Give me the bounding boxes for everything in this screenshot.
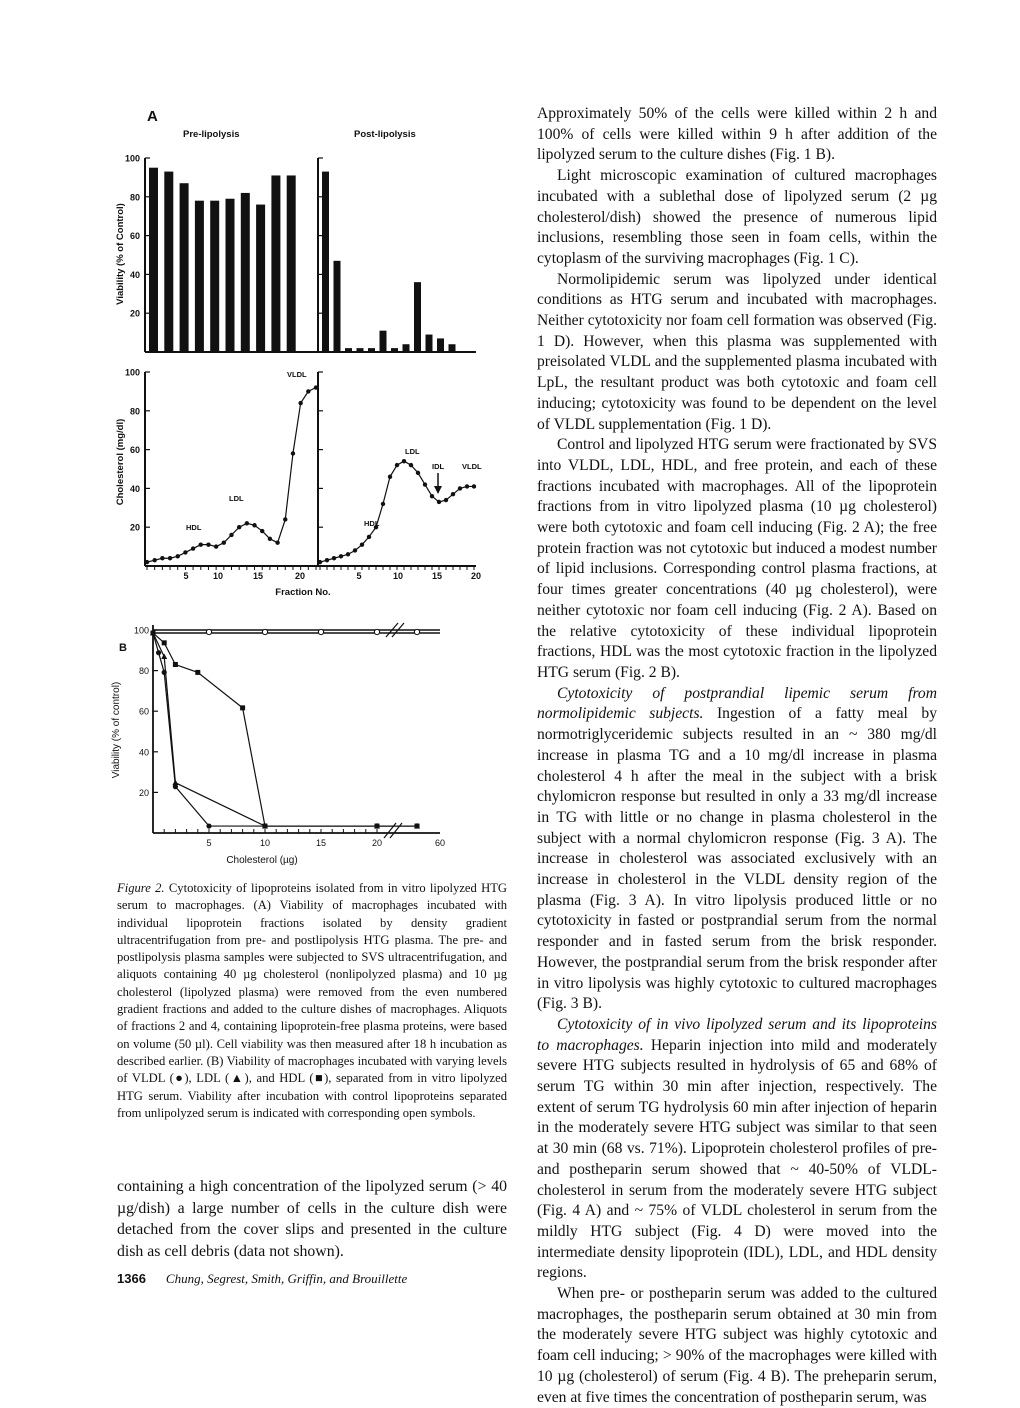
profile-pre-point-17 <box>268 537 272 541</box>
paragraph-6-heading: Cytotoxicity of in vivo lipolyzed serum and its lipoproteins to macrophages. <box>537 1015 937 1054</box>
bar-pre-fraction-6 <box>210 201 219 352</box>
profile-pre-point-7 <box>191 546 195 550</box>
bar-post-fraction-9 <box>403 344 410 352</box>
b-series-4-open-marker-4 <box>374 629 379 634</box>
right-column <box>537 104 937 1408</box>
profile-pre-xtick-label: 20 <box>294 571 306 581</box>
profile-ytick-label: 60 <box>129 445 140 456</box>
b-series-4-open-marker-5 <box>414 629 419 634</box>
bar-pre-fraction-5 <box>195 201 204 352</box>
profile-pre-point-18 <box>275 541 279 545</box>
caption-text: Cytotoxicity of lipoproteins isolated from in vitro lipolyzed HTG serum to macrophages. (A) Viability of macrophages incubated with individual lipoprotein fractions isolated by density gradient ultracentrifugation from pre- and postlipolysis HTG plasma. The pre- and postlipolysis plasma samples were subjected to SVS ultracentrifugation, and aliquots containing 40 µg cholesterol (nonlipolyzed plasma) and 10 µg cholesterol (lipolyzed plasma) were removed from the even numbered gradient fractions and added to the culture dishes of macrophages. Aliquots of fractions 2 and 4, containing lipoprotein-free plasma proteins, were based on volume (50 µl). Cell viability was then measured after 18 h incubation as described earlier. (B) Viability of macrophages incubated with varying levels of VLDL (●), LDL (▲), and HDL (■), separated from in vitro lipolyzed HTG serum. Viability after incubation with control lipoproteins separated from unlipolyzed serum is indicated with corresponding open symbols. <box>117 881 507 1120</box>
profile-pre-point-22 <box>306 389 310 393</box>
annot-pre-vldl: VLDL <box>287 370 307 379</box>
profile-post-point-18 <box>437 500 441 504</box>
profile-pre-point-15 <box>252 523 256 527</box>
profile-pre-point-12 <box>229 533 233 537</box>
profile-pre-xtick-label: 15 <box>252 571 264 581</box>
b-ytick-label: 80 <box>138 666 149 677</box>
bar-pre-fraction-11 <box>287 175 296 352</box>
profile-post-point-3 <box>332 556 336 560</box>
profile-pre-point-23 <box>314 385 318 389</box>
paragraph-1: Approximately 50% of the cells were killed within 2 h and 100% of cells were killed within 9 h after addition of the lipolyzed serum to the culture dishes (Fig. 1 B). <box>537 105 937 164</box>
b-xtick-label: 15 <box>315 838 327 848</box>
b-series-1-line <box>153 633 417 826</box>
bar-ytick-label: 100 <box>124 153 140 164</box>
profile-post-point-13 <box>402 459 406 463</box>
viability-b-axis-label: Viability (% of control) <box>111 681 122 779</box>
profile-pre-point-9 <box>206 542 210 546</box>
idl-arrow-head <box>434 486 442 494</box>
page-footer <box>117 1271 407 1287</box>
left-column-paragraph: containing a high concentration of the lipolyzed serum (> 40 µg/dish) a large number of cells in the culture dish were detached from the cover slips and presented in the culture dish as cell debris (data not shown). <box>117 1178 507 1260</box>
bar-post-fraction-3 <box>334 261 341 352</box>
bar-post-fraction-13 <box>449 344 456 352</box>
profile-post-point-16 <box>423 482 427 486</box>
profile-pre-point-14 <box>245 521 249 525</box>
bar-post-fraction-2 <box>322 172 329 352</box>
axis-break-bottom-2 <box>390 823 402 838</box>
profile-post-point-22 <box>465 484 469 488</box>
bar-pre-fraction-7 <box>226 199 235 352</box>
b-xtick-label: 60 <box>434 838 446 848</box>
b-ytick-label: 100 <box>133 625 149 636</box>
b-xtick-label: 20 <box>371 838 383 848</box>
b-series-3-marker-7 <box>415 824 420 829</box>
profile-post-point-15 <box>416 471 420 475</box>
profile-pre-point-1 <box>145 560 149 564</box>
profile-post-xtick-label: 10 <box>392 571 404 581</box>
b-ytick-label: 20 <box>138 787 149 798</box>
b-series-3-marker-2 <box>173 662 178 667</box>
paragraph-5-body: Ingestion of a fatty meal by normotriglyceridemic subjects resulted in an ~ 380 mg/dl increase in plasma TG and a 10 mg/dl increase in plasma cholesterol 4 h after the meal in the subject with a brisk chylomicron response but resulted in only a 33 mg/dl increase in TG with little or no change in plasma cholesterol in the subject with a normal chylomicron response (Fig. 3 A). The increase in cholesterol was associated exclusively with an increase in cholesterol in the VLDL density region of the plasma (Fig. 3 A). In vitro lipolysis produced little or no cytotoxicity in fasted or postprandial serum from the normal responder and in fasted serum from the brisk responder. However, the postprandial serum from the brisk responder after in vitro lipolysis was highly cytotoxic to cultured macrophages (Fig. 3 B). <box>537 705 937 1013</box>
annot-post-vldl: VLDL <box>462 462 482 471</box>
b-series-3-marker-6 <box>375 824 380 829</box>
paragraph-7: When pre- or postheparin serum was added to the cultured macrophages, the postheparin serum obtained at 30 min from the moderately severe HTG subject was highly cytotoxic and foam cell inducing; > 90% of the macrophages were killed with 10 µg (cholesterol) of serum (Fig. 4 B). The preheparin serum, even at five times the concentration of postheparin serum, was <box>537 1285 937 1406</box>
paragraph-4: Control and lipolyzed HTG serum were fractionated by SVS into VLDL, LDL, HDL, and free protein, and each of these fractions incubated with macrophages. All of the lipoprotein fractions from in vitro lipolyzed plasma (10 µg cholesterol) were both cytotoxic and foam cell inducing (Fig. 2 A); the free protein fraction was not cytotoxic but induced a modest number of lipid inclusions. Corresponding control plasma fractions, at four times greater concentrations (40 µg cholesterol), were neither cytotoxic nor foam cell inducing (Fig. 2 A). Based on the relative cytotoxicity of these individual lipoprotein fractions, HDL was the most cytotoxic fraction in the lipolyzed HTG serum (Fig. 2 B). <box>537 436 937 681</box>
bar-pre-fraction-3 <box>164 172 173 352</box>
b-series-4-open-marker-1 <box>206 629 211 634</box>
panel-b-label: B <box>119 642 127 654</box>
profile-post-point-21 <box>458 486 462 490</box>
profile-ytick-label: 100 <box>124 367 140 378</box>
b-ytick-label: 60 <box>138 706 149 717</box>
bar-ytick-label: 20 <box>129 308 140 319</box>
profile-pre-point-10 <box>214 544 218 548</box>
profile-pre-point-3 <box>160 556 164 560</box>
profile-post-point-2 <box>325 558 329 562</box>
profile-pre-point-20 <box>291 451 295 455</box>
profile-pre-point-5 <box>176 554 180 558</box>
bar-ytick-label: 80 <box>129 192 140 203</box>
b-ytick-label: 40 <box>138 747 149 758</box>
profile-ytick-label: 20 <box>129 522 140 533</box>
profile-pre-point-8 <box>199 542 203 546</box>
bar-pre-fraction-10 <box>271 175 280 352</box>
paragraph-3: Normolipidemic serum was lipolyzed under identical conditions as HTG serum and incubated with macrophages. Neither cytotoxicity nor foam cell formation was observed (Fig. 1 D). However, when this plasma was supplemented with preisolated VLDL and the supplemented plasma incubated with LpL, the resultant product was both cytotoxic and foam cell inducing; cytotoxicity was found to be dependent on the level of VLDL supplementation (Fig. 1 D). <box>537 270 937 433</box>
b-series-3-marker-0 <box>151 631 156 636</box>
profile-post-point-4 <box>339 554 343 558</box>
bars-post-lipolysis <box>322 172 456 352</box>
annot-post-hdl: HDL <box>364 519 380 528</box>
profile-post-point-14 <box>409 463 413 467</box>
bar-pre-fraction-9 <box>256 205 265 352</box>
profile-pre-point-6 <box>183 550 187 554</box>
b-series-2-marker-2 <box>172 780 178 786</box>
fraction-axis-label: Fraction No. <box>275 587 331 598</box>
profile-pre-point-13 <box>237 525 241 529</box>
paragraph-2: Light microscopic examination of cultured macrophages incubated with a sublethal dose of lipolyzed serum (2 µg cholesterol/dish) showed the presence of numerous lipid inclusions, resembling those seen in foam cells, within the cytoplasm of the surviving macrophages (Fig. 1 C). <box>537 167 937 267</box>
bar-post-fraction-5 <box>357 348 364 352</box>
b-y-ticks <box>134 626 158 798</box>
profile-post-point-8 <box>367 535 371 539</box>
bar-ytick-label: 40 <box>129 269 140 280</box>
b-series <box>150 629 420 828</box>
b-series-3-marker-4 <box>240 705 245 710</box>
bar-post-fraction-11 <box>426 335 433 352</box>
profile-ytick-label: 40 <box>129 483 140 494</box>
b-series-4-open-marker-2 <box>262 629 267 634</box>
profile-post-point-12 <box>395 463 399 467</box>
bar-post-fraction-12 <box>437 338 444 352</box>
b-series-3-marker-3 <box>195 670 200 675</box>
profile-post-point-19 <box>444 498 448 502</box>
profile-post-point-23 <box>472 484 476 488</box>
paragraph-6-body: Heparin injection into mild and moderately severe HTG subjects resulted in hydrolysis of 65 and 68% of serum TG within 30 min after injection, respectively. The extent of serum TG hydrolysis 60 min after injection of heparin in the moderately severe HTG subject was similar to that seen at 30 min (68 vs. 71%). Lipoprotein cholesterol profiles of pre- and postheparin serum showed that ~ 40-50% of VLDL-cholesterol in serum from the moderately severe HTG subject (Fig. 4 A) and ~ 75% of VLDL cholesterol in serum from the mildly HTG subject (Fig. 4 D) were moved into the intermediate density lipoprotein (IDL), LDL, and HDL density regions. <box>537 1036 938 1282</box>
b-series-2-marker-1 <box>161 653 167 659</box>
profile-post-point-11 <box>388 475 392 479</box>
profile-post-point-17 <box>430 494 434 498</box>
profile-pre-point-16 <box>260 529 264 533</box>
b-xtick-label: 5 <box>206 838 212 848</box>
bar-post-fraction-8 <box>391 348 398 352</box>
profile-pre-lipolysis <box>145 385 318 570</box>
cholesterol-ug-axis-label: Cholesterol (µg) <box>226 855 298 866</box>
profile-pre-xtick-label: 10 <box>212 571 224 581</box>
bar-post-fraction-4 <box>345 348 352 352</box>
profile-post-point-5 <box>346 552 350 556</box>
bar-post-fraction-10 <box>414 282 421 352</box>
annot-post-ldl: LDL <box>405 447 420 456</box>
bars-pre-lipolysis <box>149 168 296 352</box>
cholesterol-axis-label: Cholesterol (mg/dl) <box>115 418 126 506</box>
bar-pre-fraction-4 <box>180 183 189 352</box>
b-xtick-label: 10 <box>259 838 271 848</box>
profile-post-line <box>320 461 474 562</box>
profile-post-point-20 <box>451 492 455 496</box>
profile-post-point-6 <box>353 548 357 552</box>
bar-pre-fraction-8 <box>241 193 250 352</box>
b-series-3-marker-5 <box>263 824 268 829</box>
profile-pre-point-11 <box>222 541 226 545</box>
paragraph-6 <box>537 1015 937 1284</box>
caption-label: Figure 2. <box>117 881 165 895</box>
panel-a-label: A <box>147 108 158 125</box>
post-lipolysis-label: Post-lipolysis <box>354 129 416 140</box>
profile-post-point-10 <box>381 502 385 506</box>
bar-post-fraction-6 <box>368 348 375 352</box>
b-x-ticks <box>164 829 445 848</box>
profile-x-ticks <box>183 571 481 581</box>
profile-ytick-label: 80 <box>129 406 140 417</box>
profile-pre-point-2 <box>152 558 156 562</box>
axis-break-bottom-1 <box>384 823 396 838</box>
figure-caption <box>117 880 507 1122</box>
profile-pre-point-4 <box>168 556 172 560</box>
profile-post-lipolysis <box>318 459 476 570</box>
footer-authors: Chung, Segrest, Smith, Griffin, and Brouillette <box>165 1271 408 1286</box>
profile-pre-xtick-label: 5 <box>183 571 189 581</box>
annot-post-idl: IDL <box>432 462 445 471</box>
viability-axis-label: Viability (% of Control) <box>115 203 126 305</box>
b-series-3-line <box>153 633 417 826</box>
b-series-1-marker-4 <box>206 823 211 828</box>
annot-pre-hdl: HDL <box>186 523 202 532</box>
bar-post-fraction-7 <box>380 331 387 352</box>
profile-post-point-1 <box>318 560 322 564</box>
profile-post-xtick-label: 20 <box>470 571 482 581</box>
profile-post-point-7 <box>360 542 364 546</box>
b-series-1-marker-1 <box>156 650 161 655</box>
b-series-3-marker-1 <box>162 640 167 645</box>
annot-pre-ldl: LDL <box>229 494 244 503</box>
b-series-2-line <box>153 633 417 826</box>
profile-post-xtick-label: 15 <box>431 571 443 581</box>
profile-pre-point-21 <box>298 401 302 405</box>
paragraph-5-heading: Cytotoxicity of postprandial lipemic serum from normolipidemic subjects. <box>537 684 937 723</box>
pre-lipolysis-label: Pre-lipolysis <box>183 129 240 140</box>
profile-pre-point-19 <box>283 517 287 521</box>
b-series-4-open-marker-3 <box>318 629 323 634</box>
page-number: 1366 <box>117 1271 146 1286</box>
bar-ytick-label: 60 <box>129 231 140 242</box>
paragraph-5 <box>537 684 937 1015</box>
bar-pre-fraction-2 <box>149 168 158 352</box>
profile-post-xtick-label: 5 <box>356 571 362 581</box>
